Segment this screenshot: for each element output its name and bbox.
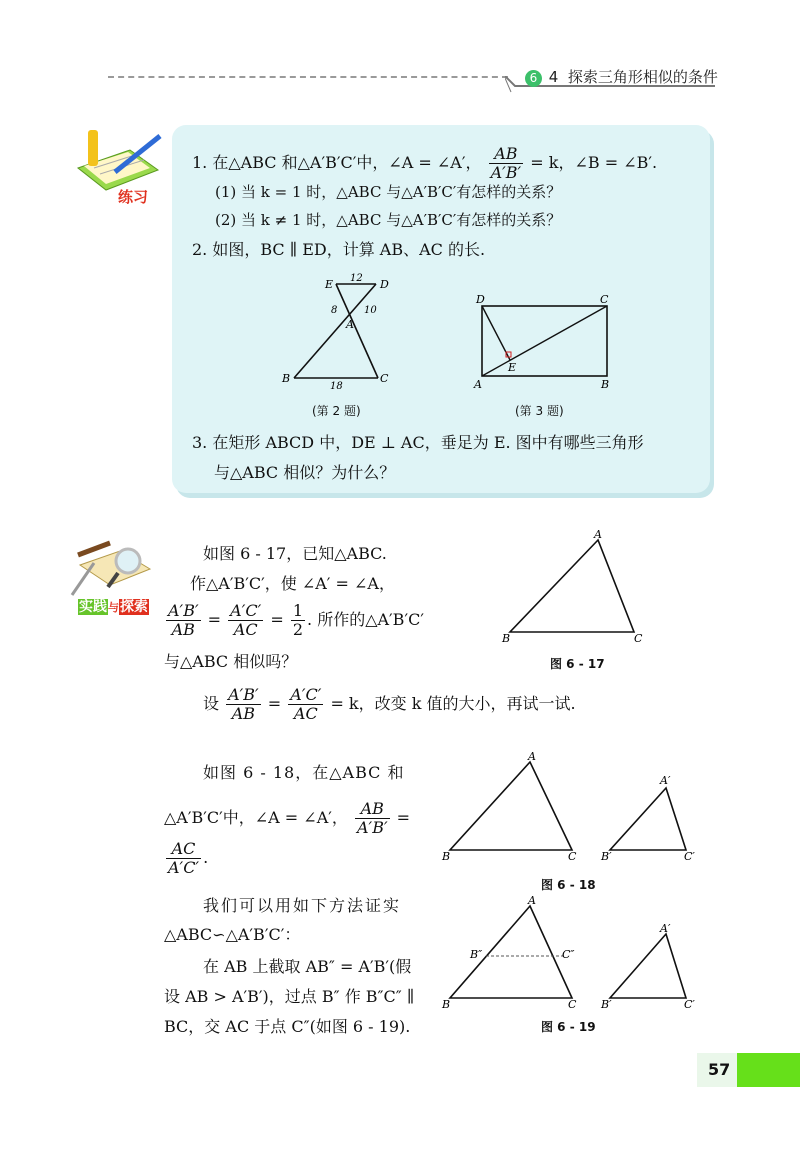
- header-divider: [108, 76, 508, 78]
- label-C: C: [634, 632, 643, 645]
- para2-line1: 如图 6 - 18，在△ABC 和: [203, 763, 405, 782]
- label-B-dprime: B″: [470, 948, 483, 961]
- line5-suffix: = k，改变 k 值的大小，再试一试.: [330, 694, 576, 713]
- label-C: C: [600, 293, 609, 306]
- label-C: C: [568, 998, 577, 1011]
- label-A: A: [346, 318, 354, 331]
- figure-6-17: [496, 528, 656, 648]
- label-B: B: [502, 632, 511, 645]
- para3-line1: 我们可以用如下方法证实: [203, 896, 402, 915]
- para2-frac-den: A′B′: [357, 818, 388, 837]
- label-B: B: [442, 998, 451, 1011]
- label-C-dprime: C″: [562, 948, 575, 961]
- label-B: B: [601, 378, 610, 391]
- explore-line3: [164, 602, 424, 639]
- eq-1: =: [207, 610, 222, 629]
- q1-suffix: = k，∠B = ∠B′.: [530, 153, 658, 172]
- explore-label-2: 探索: [120, 599, 148, 615]
- line5-prefix: 设: [203, 694, 220, 713]
- caption-6-18: 图 6 - 18: [541, 878, 596, 892]
- label-B: B: [282, 372, 291, 385]
- figure-6-18: [438, 748, 708, 868]
- label-A-prime: A′: [660, 922, 671, 935]
- para2-frac2-num: AC: [166, 840, 201, 859]
- label-D: D: [380, 278, 389, 291]
- caption-6-19: 图 6 - 19: [541, 1020, 596, 1034]
- label-B: B: [442, 850, 451, 863]
- practice-q3-line1: 3. 在矩形 ABCD 中，DE ⊥ AC，垂足为 E. 图中有哪些三角形: [192, 433, 644, 452]
- section-badge: 6: [525, 70, 542, 87]
- para2-prefix: △A′B′C′中，∠A = ∠A′，: [164, 808, 348, 827]
- explore-line5: [203, 686, 576, 723]
- label-A-prime: A′: [660, 774, 671, 787]
- len-ed: 12: [350, 273, 363, 284]
- frac3-num: 1: [292, 601, 304, 620]
- caption-q3: (第 3 题): [515, 404, 564, 418]
- label-C-prime: C′: [684, 850, 695, 863]
- figure-6-19: [438, 892, 708, 1012]
- explore-line2: 作△A′B′C′，使 ∠A′ = ∠A，: [190, 574, 395, 593]
- q1-prefix: 1. 在△ABC 和△A′B′C′中，∠A = ∠A′，: [192, 153, 482, 172]
- explore-line3-suffix: . 所作的△A′B′C′: [307, 610, 424, 629]
- explore-line1: 如图 6 - 17，已知△ABC.: [203, 544, 387, 563]
- figure-q2: [280, 268, 400, 393]
- frac3-den: 2: [292, 620, 304, 639]
- para2-end: .: [203, 848, 209, 867]
- q1-fraction: [489, 145, 524, 182]
- section-sub: 4: [548, 68, 559, 86]
- practice-q1a: (1) 当 k = 1 时，△ABC 与△A′B′C′有怎样的关系？: [215, 183, 562, 201]
- explore-label-mid: 与: [108, 601, 119, 614]
- label-B-prime: B′: [601, 850, 612, 863]
- len-ea: 8: [331, 305, 338, 316]
- label-A: A: [528, 894, 536, 907]
- explore-label-1: 实践: [79, 599, 107, 615]
- frac1-den: AB: [171, 620, 195, 639]
- line5-frac1-den: AB: [231, 704, 256, 723]
- line5-frac2-den: AC: [293, 704, 318, 723]
- q1-frac-den: A′B′: [490, 163, 522, 182]
- caption-q2: (第 2 题): [312, 404, 361, 418]
- label-E: E: [325, 278, 334, 291]
- para3-line3: 在 AB 上截取 AB″ = A′B′(假: [203, 957, 412, 976]
- para2-line3: [164, 840, 208, 877]
- label-B-prime: B′: [601, 998, 612, 1011]
- practice-q1b: (2) 当 k ≠ 1 时，△ABC 与△A′B′C′有怎样的关系？: [215, 211, 562, 229]
- header-title-block: [525, 66, 718, 87]
- q1-frac-num: AB: [489, 145, 524, 164]
- explore-line4: 与△ABC 相似吗？: [164, 652, 298, 671]
- label-E: E: [508, 361, 517, 374]
- section-title: 探索三角形相似的条件: [567, 68, 718, 86]
- caption-6-17: 图 6 - 17: [550, 657, 605, 671]
- para3-line5: BC，交 AC 于点 C″(如图 6 - 19).: [164, 1017, 411, 1036]
- line5-frac2-num: A′C′: [290, 685, 322, 704]
- para3-line4: 设 AB > A′B′)，过点 B″ 作 B″C″ ∥: [164, 987, 415, 1006]
- label-C-prime: C′: [684, 998, 695, 1011]
- para2-frac2-den: A′C′: [168, 858, 200, 877]
- len-ad: 10: [364, 305, 377, 316]
- label-A: A: [594, 528, 602, 541]
- para2-frac-num: AB: [355, 800, 390, 819]
- frac1-num: A′B′: [168, 601, 199, 620]
- frac2-den: AC: [233, 620, 258, 639]
- frac2-num: A′C′: [230, 601, 262, 620]
- para2-eq: =: [396, 808, 411, 827]
- label-C: C: [380, 372, 389, 385]
- page-number: 57: [708, 1060, 731, 1079]
- para2-line2: [164, 800, 410, 837]
- practice-label: 练习: [118, 188, 149, 206]
- line5-eq: =: [267, 694, 282, 713]
- explore-label: [78, 596, 149, 616]
- para3-line2: △ABC∽△A′B′C′：: [164, 925, 301, 944]
- len-bc: 18: [330, 381, 343, 392]
- line5-frac1-num: A′B′: [228, 685, 259, 704]
- practice-q3-line2: 与△ABC 相似？为什么？: [214, 463, 396, 482]
- practice-q1: [192, 145, 657, 182]
- practice-q2: 2. 如图，BC ∥ ED，计算 AB、AC 的长.: [192, 240, 486, 259]
- label-A: A: [528, 750, 536, 763]
- label-A: A: [474, 378, 482, 391]
- eq-2: =: [270, 610, 284, 629]
- label-D: D: [476, 293, 485, 306]
- label-C: C: [568, 850, 577, 863]
- figure-q3: [470, 290, 620, 392]
